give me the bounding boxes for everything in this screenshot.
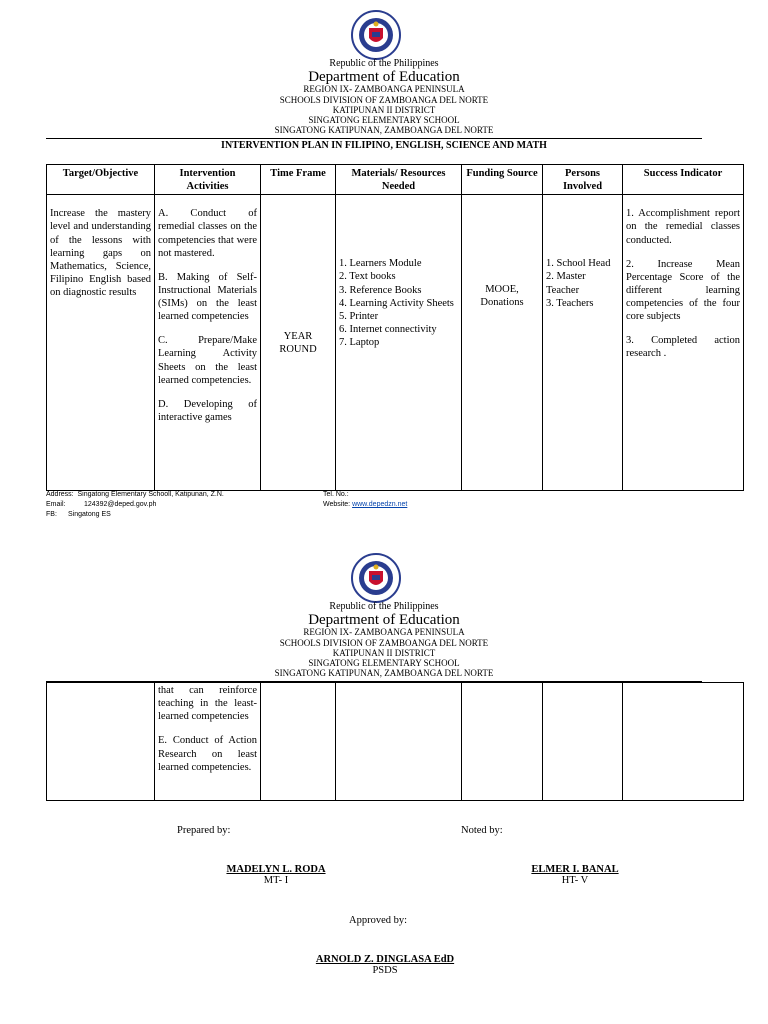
material-item: 3. Reference Books: [339, 284, 422, 296]
materials-cell-empty: [336, 683, 462, 801]
noter-title: HT- V: [561, 875, 589, 886]
material-item: 2. Text books: [339, 271, 396, 283]
table-header-row: [47, 165, 744, 195]
footer-contact: [46, 490, 224, 520]
materials-cell: [336, 195, 462, 491]
target-text: Increase the mastery level and understanding of the lessons with learning gaps on Mathematics, Science, Filipino English based on diagnostic results: [50, 208, 151, 298]
person-item: 2. Master Teacher: [546, 271, 586, 296]
persons-cell: [543, 195, 623, 491]
time-frame-cell: [261, 195, 336, 491]
time-frame-text: YEAR ROUND: [279, 330, 317, 355]
col-header-funding: Funding Source: [462, 165, 543, 195]
success-item: 2. Increase Mean Percentage Score of the different learning competencies of the four core subjects: [626, 258, 740, 323]
material-item: 5. Printer: [339, 310, 379, 322]
preparer-signature: [196, 864, 356, 886]
activity-a: A. Conduct of remedial classes on the competencies that were not mastered.: [158, 208, 257, 259]
noter-name: ELMER I. BANAL: [531, 864, 619, 875]
header-department: Department of Education: [308, 612, 460, 628]
approved-by-label: Approved by:: [349, 915, 408, 926]
website-label: Website:: [323, 501, 351, 509]
activities-cell: [155, 683, 261, 801]
success-cell: [623, 195, 744, 491]
header-rule: [46, 138, 702, 139]
persons-cell-empty: [543, 683, 623, 801]
approver-name: ARNOLD Z. DINGLASA EdD: [315, 954, 455, 965]
person-item: 3. Teachers: [546, 297, 594, 309]
header-republic: Republic of the Philippines: [329, 58, 439, 69]
activity-d: D. Developing of interactive games: [158, 398, 257, 423]
fb-text: Singatong ES: [68, 511, 111, 519]
funding-cell: [462, 195, 543, 491]
header-school: SINGATONG ELEMENTARY SCHOOL: [308, 658, 460, 668]
header-district: KATIPUNAN II DISTRICT: [332, 648, 436, 658]
material-item: 4. Learning Activity Sheets: [339, 297, 454, 309]
col-header-target: Target/Objective: [47, 165, 155, 195]
approver-title: PSDS: [372, 965, 398, 976]
noted-by-label: Noted by:: [461, 825, 503, 836]
fb-label: FB:: [46, 511, 57, 519]
activity-b: B. Making of Self-Instructional Materials (SIMs) on the least learned competencies: [158, 271, 257, 323]
target-cell-empty: [47, 683, 155, 801]
deped-seal-icon: [351, 553, 401, 603]
material-item: 7. Laptop: [339, 337, 380, 348]
col-header-success: Success Indicator: [623, 165, 744, 195]
address-text: Singatong Elementary Schooll, Katipunan, Z.N.: [77, 491, 224, 498]
deped-seal-icon: [351, 10, 401, 60]
success-cell-empty: [623, 683, 744, 801]
email-label: Email:: [46, 501, 66, 509]
preparer-name: MADELYN L. RODA: [226, 864, 326, 875]
approver-signature: [285, 954, 485, 976]
preparer-title: MT- I: [263, 875, 289, 886]
header-location: SINGATONG KATIPUNAN, ZAMBOANGA DEL NORTE: [274, 125, 494, 135]
col-header-materials: Materials/ Resources Needed: [336, 165, 462, 195]
time-frame-cell-empty: [261, 683, 336, 801]
header-region: REGION IX- ZAMBOANGA PENINSULA: [303, 84, 465, 94]
header-school: SINGATONG ELEMENTARY SCHOOL: [308, 115, 460, 125]
activities-cell: [155, 195, 261, 491]
table-row: [47, 195, 744, 491]
success-item: 1. Accomplishment report on the remedial classes conducted.: [626, 208, 740, 246]
header-department: Department of Education: [308, 69, 460, 85]
funding-cell-empty: [462, 683, 543, 801]
material-item: 1. Learners Module: [339, 258, 422, 270]
col-header-time-frame: Time Frame: [261, 165, 336, 195]
activity-c: C. Prepare/Make Learning Activity Sheets on the least learned competencies.: [158, 335, 257, 386]
header-district: KATIPUNAN II DISTRICT: [332, 105, 436, 115]
col-header-persons: Persons Involved: [543, 165, 623, 195]
success-item: 3. Completed action research .: [626, 335, 740, 360]
tel-label: Tel. No.:: [323, 491, 349, 498]
col-header-activities: Intervention Activities: [155, 165, 261, 195]
material-item: 6. Internet connectivity: [339, 323, 437, 335]
activity-e: E. Conduct of Action Research on least learned competencies.: [158, 735, 257, 773]
funding-text: MOOE, Donations: [480, 284, 524, 309]
table-row: [47, 683, 744, 801]
email-text: 124392@deped.gov.ph: [84, 501, 157, 509]
address-label: Address:: [46, 491, 74, 498]
header-division: SCHOOLS DIVISION OF ZAMBOANGA DEL NORTE: [279, 95, 489, 105]
prepared-by-label: Prepared by:: [177, 825, 231, 836]
footer-web: [323, 490, 407, 510]
header-location: SINGATONG KATIPUNAN, ZAMBOANGA DEL NORTE: [274, 668, 494, 678]
target-cell: [47, 195, 155, 491]
intervention-table-continued: [46, 682, 744, 801]
header-region: REGION IX- ZAMBOANGA PENINSULA: [303, 627, 465, 637]
person-item: 1. School Head: [546, 258, 611, 270]
activity-d-continued: that can reinforce teaching in the least- learned competencies: [158, 685, 257, 723]
noter-signature: [495, 864, 655, 886]
intervention-table: [46, 164, 744, 491]
header-republic: Republic of the Philippines: [329, 601, 439, 612]
header-division: SCHOOLS DIVISION OF ZAMBOANGA DEL NORTE: [279, 638, 489, 648]
plan-title: INTERVENTION PLAN IN FILIPINO, ENGLISH, SCIENCE AND MATH: [221, 140, 547, 151]
website-link[interactable]: www.depedzn.net: [352, 501, 408, 509]
